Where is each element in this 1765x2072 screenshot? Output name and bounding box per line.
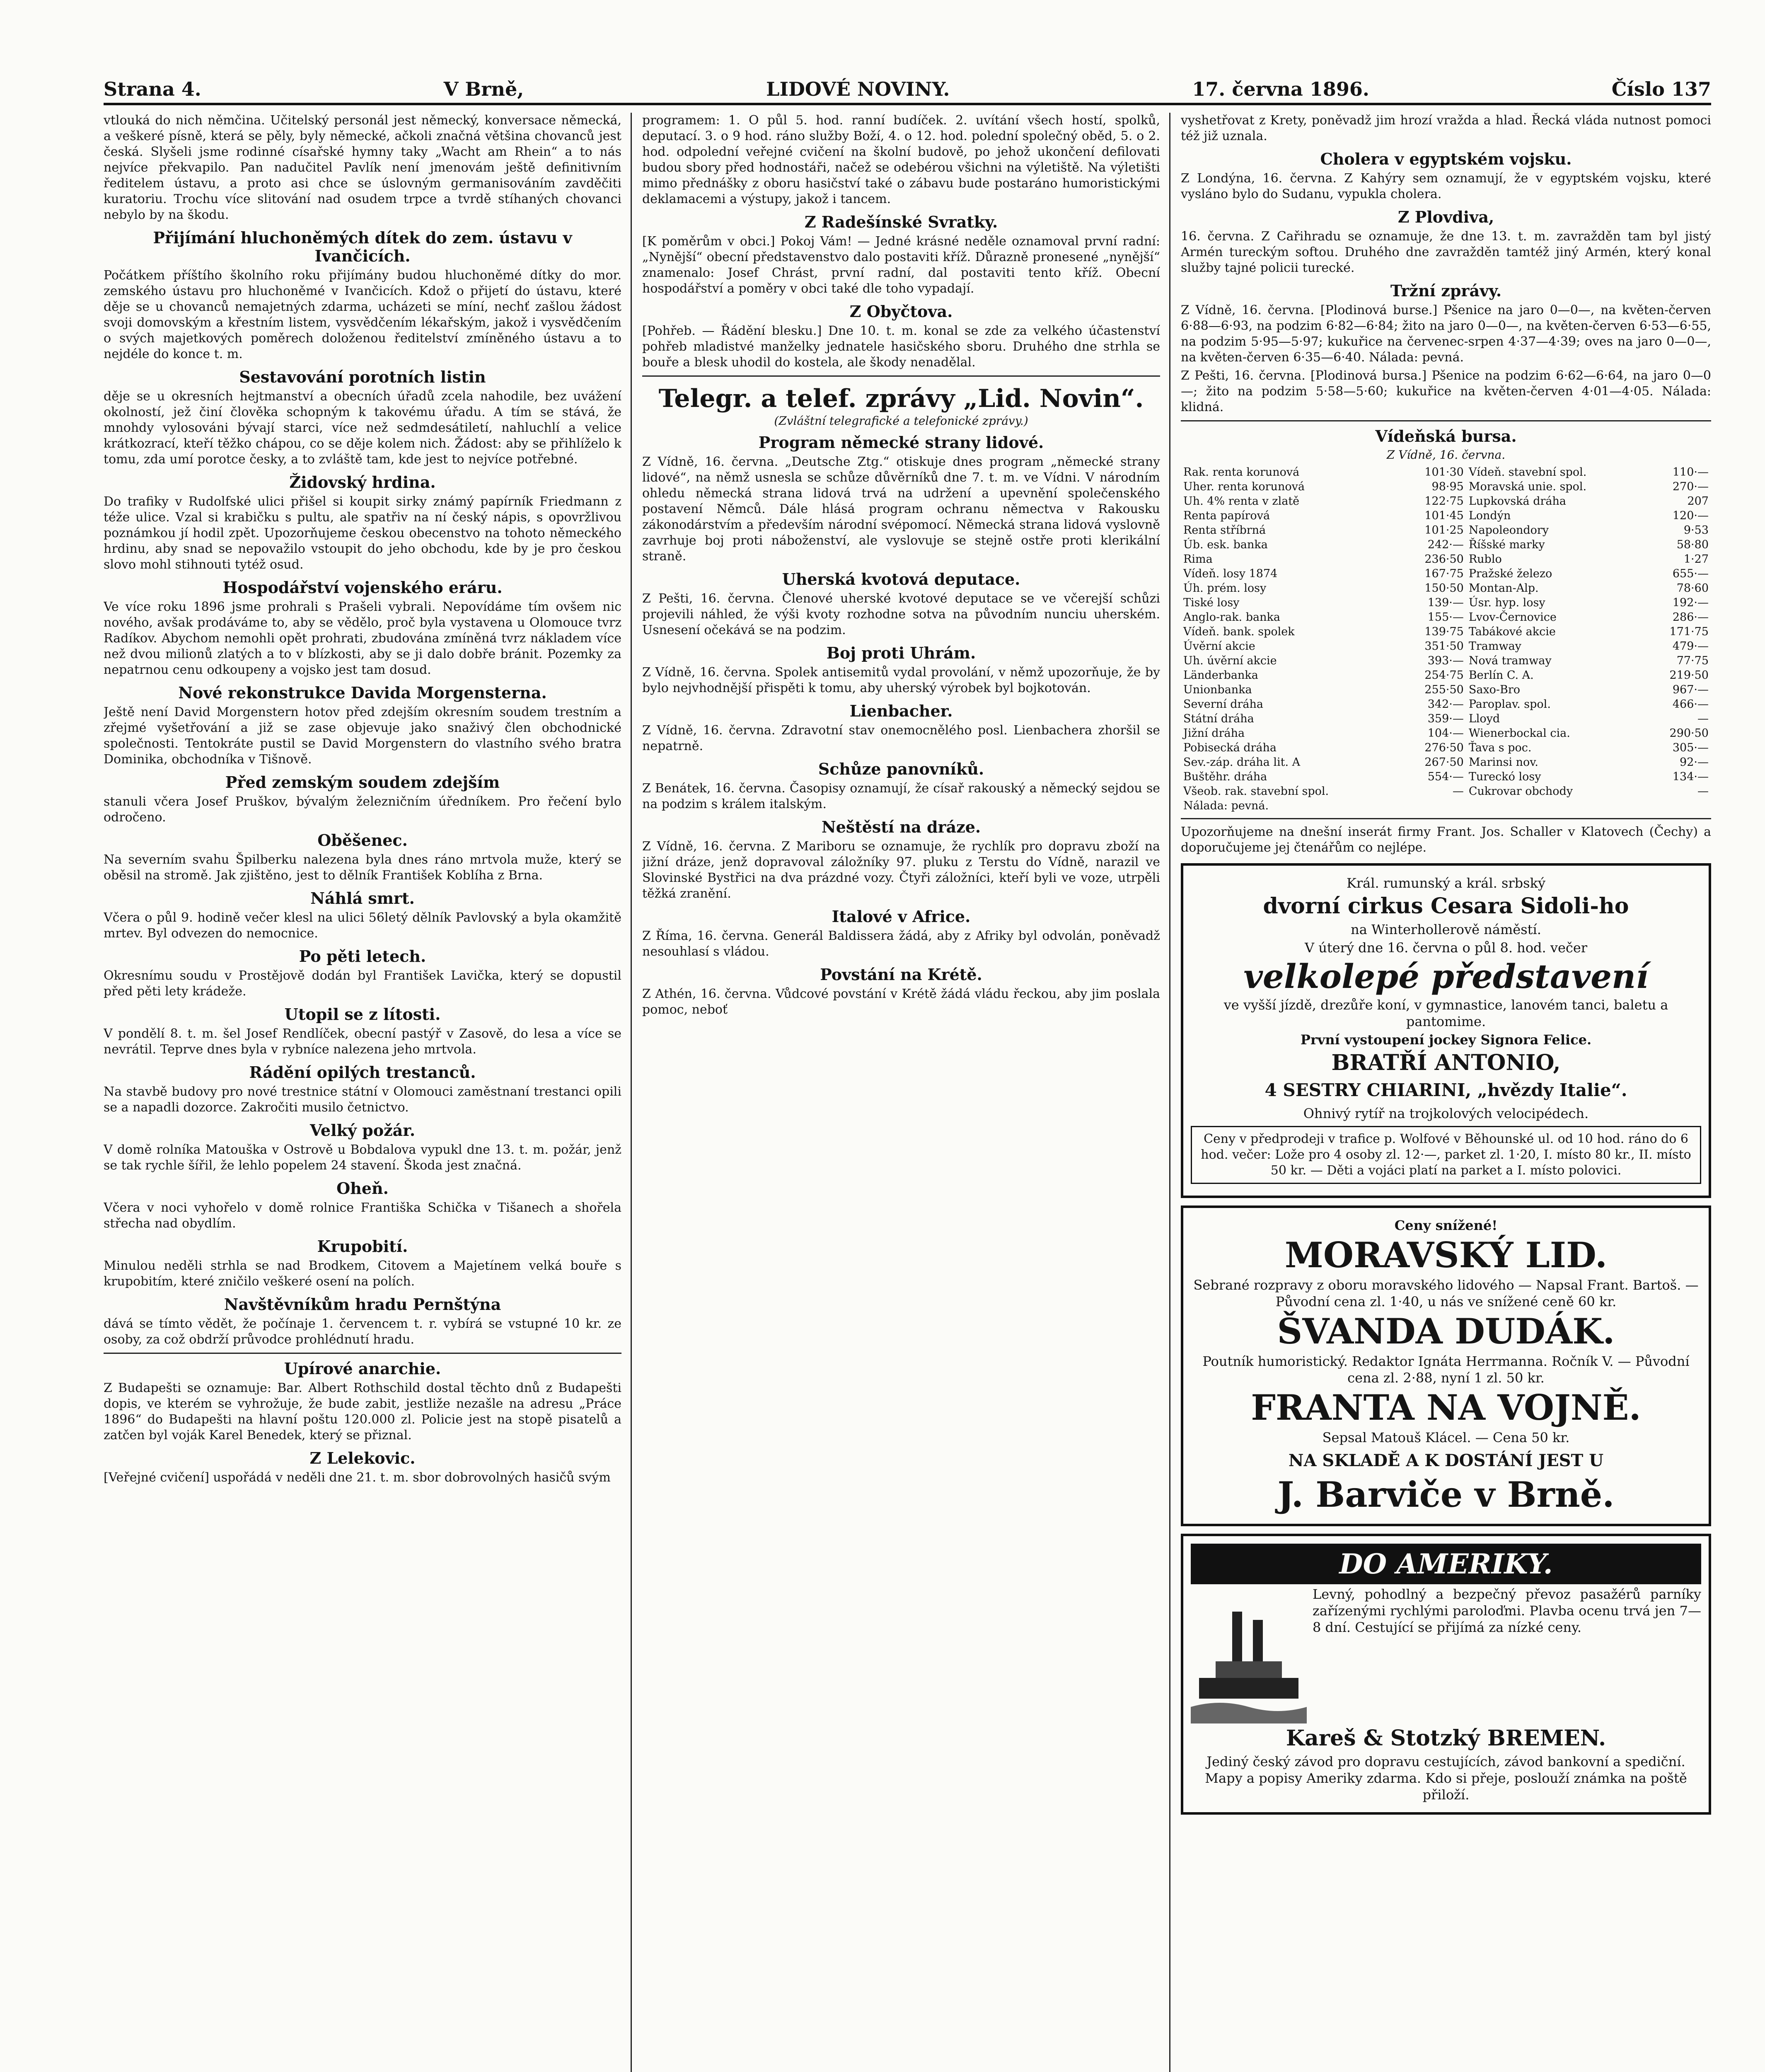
article-text: Z Vídně, 16. června. Zdravotní stav onemocnělého posl. Lienbachera zhoršil se nepatrně. xyxy=(642,723,1160,753)
ad-line: Levný, pohodlný a bezpečný převoz pasažérů parníky zařízenými rychlými paroloďmi. Plavba ocenu trvá jen 7—8 dní. Cestující se přijímá za nízké ceny. xyxy=(1313,1586,1701,1635)
steamship-icon xyxy=(1191,1587,1307,1723)
article-heading: Nové rekonstrukce Davida Morgensterna. xyxy=(178,683,547,702)
bourse-row xyxy=(1181,654,1711,668)
bourse-value: 967·— xyxy=(1672,683,1709,696)
column-1 xyxy=(104,113,621,2072)
bourse-value: 101·45 xyxy=(1424,509,1464,522)
bourse-item: Pražské železo xyxy=(1468,567,1552,580)
notice-text: Upozorňujeme na dnešní inserát firmy Frant. Jos. Schaller v Klatovech (Čechy) a doporučujeme jej čtenářům co nejlépe. xyxy=(1181,825,1711,855)
ad-price-note: Ceny snížené! xyxy=(1394,1218,1498,1233)
ad-line: NA SKLADĚ A K DOSTÁNÍ JEST U xyxy=(1288,1451,1604,1470)
ad-line: Ohnivý rytíř na trojkolových velocipédech. xyxy=(1303,1106,1589,1121)
article-text: vtlouká do nich němčina. Učitelský personál jest německý, konversace německá, a veškeré písně, která se pěly, byly německé, ačkoli značná většina chovanců jest česká. Slyšeli jsme rodinné císařské hymny taky „Wacht am Rhein“ a to nás nejvíce překvapilo. Pan nadučitel Pavlík není jmenovám ještě definitivním ředitelem ústavu, a proto asi chce se úslovným germanisováním zavděčiti kuratoriu. Trochu více slitování nad osudem trpce a tvrdě stíhaných chovanci nebylo by na škodu. xyxy=(104,113,621,222)
bourse-value: 655·— xyxy=(1672,567,1709,580)
article-text: Z Budapešti se oznamuje: Bar. Albert Rothschild dostal těchto dnů z Budapešti dopis, ve kterém se vyhrožuje, že bude zabit, jestliže nezašle na adresu „Práce 1896“ do Budapešti na hlavní poštu 120.000 zl. Policie jest na stopě pisatelů a zatčen byl voják Karel Benedek, který se přiznal. xyxy=(104,1381,621,1443)
ad-line: Jediný český závod pro dopravu cestujících, závod bankovní a spediční. Mapy a popisy Ameriky zdarma. Kdo si přeje, poslouží známka na poště přiloží. xyxy=(1205,1754,1687,1803)
bourse-item: Tramway xyxy=(1468,640,1521,653)
article-text: Minulou neděli strhla se nad Brodkem, Citovem a Majetínem velká bouře s krupobitím, které zničilo veškeré osení na polích. xyxy=(104,1259,621,1289)
bourse-row xyxy=(1181,784,1711,799)
bourse-value: 104·— xyxy=(1427,727,1464,740)
bourse-value: 9·53 xyxy=(1683,524,1709,537)
bourse-row xyxy=(1181,770,1711,784)
bourse-item: Rak. renta korunová xyxy=(1183,466,1300,479)
divider xyxy=(1181,420,1711,421)
ad-banner: DO AMERIKY. xyxy=(1191,1544,1701,1584)
article-text: [Pohřeb. — Řádění blesku.] Dne 10. t. m. konal se zde za velkého účastenství pohřeb mladistvé manželky jednatele hasičského sboru. Druhého dne strhla se bouře a blesk uhodil do kostela, ale škody nenadělal. xyxy=(642,324,1160,370)
bourse-row xyxy=(1181,508,1711,523)
article-text: Ještě není David Morgenstern hotov před zdejším okresním soudem trestním a zřejmé vyšetřování a již se zase objevuje jako snaživý člen obchodnické společnosti. Tentokráte pustil se David Morgenstern do vlastního svého bratra Dominika, obchodníka v Tišnově. xyxy=(104,705,621,767)
bourse-row xyxy=(1181,494,1711,508)
article-heading: Z Obyčtova. xyxy=(849,302,953,321)
place: V Brně, xyxy=(443,78,524,100)
bourse-value: — xyxy=(1452,785,1464,798)
article-text: [Veřejné cvičení] uspořádá v neděli dne 21. t. m. sbor dobrovolných hasičů svým xyxy=(104,1470,611,1485)
column-3 xyxy=(1181,113,1711,2072)
bourse-value: 286·— xyxy=(1672,611,1709,624)
article-heading: Program německé strany lidové. xyxy=(758,433,1044,452)
bourse-row xyxy=(1181,566,1711,581)
bourse-value: — xyxy=(1697,785,1709,798)
bourse-item: Saxo-Bro xyxy=(1468,683,1521,696)
article-text: Do trafiky v Rudolfské ulici přišel si koupit sirky známý papírník Friedmann z téže ulice. Vzal si krabičku s pultu, ale spatřiv na ní český nápis, s opovržlivou poznámkou jí hodil zpět. Upozorňujeme českou obecenstvo na tohoto německého hrdinu, aby snad se nepovažilo vstoupit do jeho obchodu, kde by je pro českou slovo mohl stihnouti tytéž osud. xyxy=(104,494,621,572)
bourse-item: Berlín C. A. xyxy=(1468,669,1534,682)
bourse-row xyxy=(1181,479,1711,494)
article-heading: Z Lelekovic. xyxy=(309,1449,416,1467)
article-text: 16. června. Z Cařihradu se oznamuje, že dne 13. t. m. zavražděn tam byl jistý Armén tureckým softou. Druhého dne zavražděn tamtéž jiný Armén, který konal služby tajné policii turecké. xyxy=(1181,229,1711,275)
bourse-item: Wienerbockal cia. xyxy=(1468,727,1570,740)
bourse-item: Úb. esk. banka xyxy=(1183,538,1268,551)
ad-line: ve vyšší jízdě, drezůře koní, v gymnastice, lanovém tanci, baletu a pantomime. xyxy=(1223,997,1668,1029)
ad-title: FRANTA NA VOJNĚ. xyxy=(1251,1387,1641,1428)
article-text: Okresnímu soudu v Prostějově dodán byl František Lavička, který se dopustil před pěti lety krádeže. xyxy=(104,968,621,999)
ad-title: J. Barviče v Brně. xyxy=(1277,1474,1615,1515)
ad-title: dvorní cirkus Cesara Sidoli-ho xyxy=(1263,893,1629,919)
divider xyxy=(642,375,1160,377)
bourse-value: 254·75 xyxy=(1424,669,1464,682)
bourse-row xyxy=(1181,668,1711,683)
bourse-row xyxy=(1181,595,1711,610)
bourse-item: Ťava s poc. xyxy=(1468,741,1532,754)
bourse-row xyxy=(1181,552,1711,566)
article-text: Z Pešti, 16. června. [Plodinová bursa.] Pšenice na podzim 6·62—6·64, na jaro 0—0—; žito na podzim 5·58—5·60; kukuřice na květen-červen 4·01—4·05. Nálada: klidná. xyxy=(1181,368,1711,414)
bourse-value: 92·— xyxy=(1680,756,1709,769)
article-heading: Boj proti Uhrám. xyxy=(826,644,976,662)
bourse-value: 101·25 xyxy=(1424,524,1464,537)
article-heading: Velký požár. xyxy=(309,1121,416,1140)
bourse-value: 267·50 xyxy=(1424,756,1464,769)
bourse-value: 122·75 xyxy=(1424,495,1464,508)
bourse-value: 236·50 xyxy=(1424,553,1464,566)
article-heading: Židovský hrdina. xyxy=(289,473,436,491)
bourse-row xyxy=(1181,537,1711,552)
bourse-item: Londýn xyxy=(1468,509,1511,522)
ad-line: V úterý dne 16. června o půl 8. hod. večer xyxy=(1304,940,1588,956)
divider xyxy=(1181,818,1711,819)
ad-prices: Ceny v předprodeji v trafice p. Wolfové v Běhounské ul. od 10 hod. ráno do 6 hod. večer: Lože pro 4 osoby zl. 12·—, parket zl. 1·20, I. místo 80 kr., II. místo 50 kr. — Děti a vojáci platí na parket a I. místo polovici. xyxy=(1191,1126,1701,1184)
bourse-value: 110·— xyxy=(1672,466,1709,479)
bourse-item: Länderbanka xyxy=(1183,669,1258,682)
bourse-item: Státní dráha xyxy=(1183,712,1254,725)
issue-number: Číslo 137 xyxy=(1611,78,1711,100)
bourse-row xyxy=(1181,523,1711,537)
article-text: Z Vídně, 16. června. „Deutsche Ztg.“ otiskuje dnes program „německé strany lidové“, na němž usnesla se schůze důvěrníků dne 7. t. m. ve Vídni. V národním ohledu německá strana lidová trvá na udržení a upevnění společenského postavení Němců. Dále hlásá program ochranu němectva v Rakousku zákonodárstvím a především národní svépomocí. Německá strana lidová vyslovně zavrhuje boj proti náboženství, ale vyslovuje se stejně ostře proti klerikální straně. xyxy=(642,455,1160,564)
bourse-row xyxy=(1181,755,1711,770)
article-heading: Krupobití. xyxy=(317,1237,408,1256)
article-text: Z Vídně, 16. června. Z Mariboru se oznamuje, že rychlík pro dopravu zboží na jižní dráze, jenž dopravoval záložníky 97. pluku z Terstu do Vídně, narazil ve Slovinské Bystřici na dva prázdné vozy. Čtyři záložníci, kteří byli ve voze, utrpěli těžká zranění. xyxy=(642,839,1160,901)
bourse-item: Napoleondory xyxy=(1468,524,1549,537)
bourse-value: 270·— xyxy=(1672,480,1709,493)
column-2 xyxy=(642,113,1160,2072)
bourse-item: Montan-Alp. xyxy=(1468,582,1539,595)
bourse-value: 276·50 xyxy=(1424,741,1464,754)
bourse-value: 120·— xyxy=(1672,509,1709,522)
article-heading: Tržní zprávy. xyxy=(1390,281,1502,300)
article-text: V domě rolníka Matouška v Ostrově u Bobdalova vypukl dne 13. t. m. požár, jenž se tak rychle šířil, že lehlo popelem 24 stavení. Škoda jest značná. xyxy=(104,1143,621,1173)
bourse-item: Všeob. rak. stavební spol. xyxy=(1183,785,1329,798)
bourse-item: Renta papírová xyxy=(1183,509,1270,522)
article-heading: Z Plovdiva, xyxy=(1397,208,1494,226)
article-heading: Cholera v egyptském vojsku. xyxy=(1320,150,1572,168)
column-rule xyxy=(1169,113,1170,2072)
bourse-item: Paroplav. spol. xyxy=(1468,698,1551,711)
ad-title: MORAVSKÝ LID. xyxy=(1284,1234,1608,1276)
bourse-row xyxy=(1181,465,1711,479)
article-heading: Utopil se z lítosti. xyxy=(284,1005,441,1024)
bourse-value: 393·— xyxy=(1427,654,1464,667)
bourse-value: 155·— xyxy=(1427,611,1464,624)
bourse-value xyxy=(1402,799,1466,813)
bourse-item: Uh. úvěrní akcie xyxy=(1183,654,1277,667)
bourse-row xyxy=(1181,610,1711,625)
bourse-item: Uh. 4% renta v zlatě xyxy=(1183,495,1300,508)
issue-date: 17. června 1896. xyxy=(1192,78,1369,100)
article-heading: Náhlá smrt. xyxy=(310,889,415,908)
article-heading: Hospodářství vojenského eráru. xyxy=(222,578,503,597)
emigration-advertisement xyxy=(1181,1534,1711,1815)
bourse-value: 77·75 xyxy=(1676,654,1709,667)
bourse-value: 359·— xyxy=(1427,712,1464,725)
newspaper-title: LIDOVÉ NOVINY. xyxy=(766,78,950,100)
bourse-value: 192·— xyxy=(1672,596,1709,609)
bourse-value: 134·— xyxy=(1672,770,1709,783)
masthead xyxy=(104,75,1711,105)
bourse-value: 167·75 xyxy=(1424,567,1464,580)
bourse-item: Renta stříbrná xyxy=(1183,524,1266,537)
article-text: Na stavbě budovy pro nové trestnice státní v Olomouci zaměstnaní trestanci opili se a napadli dozorce. Zakročiti musilo četnictvo. xyxy=(104,1084,621,1115)
bourse-item: Vídeň. bank. spolek xyxy=(1183,625,1295,638)
column-rule xyxy=(631,113,632,2072)
bourse-value: 290·50 xyxy=(1669,727,1709,740)
bourse-value: 101·30 xyxy=(1424,466,1464,479)
bourse-value: 78·60 xyxy=(1676,582,1709,595)
bourse-row xyxy=(1181,683,1711,697)
bourse-value: 255·50 xyxy=(1424,683,1464,696)
bourse-value: 466·— xyxy=(1672,698,1709,711)
bourse-item: Sev.-záp. dráha lit. A xyxy=(1183,756,1301,769)
bourse-row xyxy=(1181,625,1711,639)
bourse-value: 171·75 xyxy=(1669,625,1709,638)
bourse-value xyxy=(1647,799,1711,813)
bourse-item: Úsr. hyp. losy xyxy=(1468,596,1545,609)
article-text: Počátkem příštího školního roku přijímány budou hluchoněmé dítky do mor. zemského ústavu pro hluchoněmé v Ivančicích. Kdož o přijetí do ústavu, které děje se u chovanců nemajetných zdarma, ucházeti se míní, nechť zašlou žádost svoji domovským a křestním listem, vysvědčením lékařským, jakož i vysvědčením o svých majetkových poměrech doloženou ředitelství zmíněného ústavu a to nejdéle do konce t. m. xyxy=(104,268,621,361)
bourse-value: 139·— xyxy=(1427,596,1464,609)
bourse-row xyxy=(1181,799,1711,813)
circus-advertisement xyxy=(1181,863,1711,1198)
article-text: vyshetřovat z Krety, poněvadž jim hrozí vražda a hlad. Řecká vláda nutnost pomoci též již uznala. xyxy=(1181,113,1711,143)
bourse-row xyxy=(1181,741,1711,755)
bourse-value: 242·— xyxy=(1427,538,1464,551)
article-text: děje se u okresních hejtmanství a obecních úřadů zcela nahodile, bez uvážení okolností, jež činí člověka schopným k takovému úřadu. A tím se stává, že mnohdy vylosováni bývají starci, více než sedmdesátiletí, nahluchlí a velice krátkozrací, kteří těžko chápou, co se děje kolem nich. Žádost: aby se přihlíželo k tomu, zda umí porotce česky, a to zvláště tam, kde jest to nejvíce potřebné. xyxy=(104,389,621,467)
article-heading: Sestavování porotních listin xyxy=(239,368,486,386)
bourse-item: Cukrovar obchody xyxy=(1468,785,1573,798)
ad-title: Kareš & Stotzký BREMEN. xyxy=(1286,1726,1606,1751)
article-heading: Oběšenec. xyxy=(317,831,408,850)
bourse-row xyxy=(1181,581,1711,595)
bourse-item: Tabákové akcie xyxy=(1468,625,1556,638)
ad-line: První vystoupení jockey Signora Felice. xyxy=(1300,1032,1592,1048)
article-heading: Před zemským soudem zdejším xyxy=(225,773,500,792)
bourse-table xyxy=(1181,465,1711,813)
bourse-item: Buštěhr. dráha xyxy=(1183,770,1267,783)
article-text: stanuli včera Josef Pruškov, bývalým železničním úředníkem. Pro řečení bylo odročeno. xyxy=(104,794,621,825)
article-text: [K poměrům v obci.] Pokoj Vám! — Jedné krásné neděle oznamoval první radní: „Nynější“ obecní představenstvo dalo postaviti kříž. Důrazně pronesené „nynější“ znamenalo: Josef Chrást, první radní, dal postaviti tento kříž. Obecní hospodářství a poměry v obci také dle toho vypadají. xyxy=(642,234,1160,296)
bourse-value: 342·— xyxy=(1427,698,1464,711)
article-text: Z Benátek, 16. června. Časopisy oznamují, že císař rakouský a německý sejdou se na podzim s králem italským. xyxy=(642,781,1160,811)
bourse-value: 479·— xyxy=(1672,640,1709,653)
ad-line: Poutník humoristický. Redaktor Ignáta Herrmanna. Ročník V. — Původní cena zl. 2·88, nyní 1 zl. 50 kr. xyxy=(1202,1353,1690,1386)
article-heading: Oheň. xyxy=(336,1179,389,1198)
bourse-value: 150·50 xyxy=(1424,582,1464,595)
bourse-row xyxy=(1181,639,1711,654)
article-heading: Přijímání hluchoněmých dítek do zem. ústavu v Ivančicích. xyxy=(153,228,572,265)
bourse-item: Lloyd xyxy=(1468,712,1500,725)
article-text: programem: 1. O půl 5. hod. ranní budíček. 2. uvítání všech hostí, spolků, deputací. 3. o 9 hod. ráno služby Boží, 4. o 12. hod. polední společný oběd, 5. o 2. hod. odpolední veřejné cvičení na školní budově, po jehož ukončení defilovati budou sbory před hodnostáři, načež se odebérou všichni na výletiště. Na výletišti mimo přednášky z oboru hasičství také o zábavu bude postaráno humoristickými deklamacemi a výstupy, jakož i tancem. xyxy=(642,113,1160,206)
article-heading: Upírové anarchie. xyxy=(284,1359,441,1378)
ad-line: Sepsal Matouš Klácel. — Cena 50 kr. xyxy=(1322,1430,1570,1445)
bourse-item: Rublo xyxy=(1468,553,1502,566)
bourse-item xyxy=(1466,799,1647,813)
bourse-item: Tiské losy xyxy=(1183,596,1240,609)
article-text: dává se tímto vědět, že počínaje 1. červencem t. r. vybírá se vstupné 10 kr. ze osoby, za což obdrží průvodce prohlédnutí hradu. xyxy=(104,1317,621,1347)
bourse-value: 305·— xyxy=(1672,741,1709,754)
article-heading: Po pěti letech. xyxy=(299,947,426,966)
bourse-item: Lupkovská dráha xyxy=(1468,495,1566,508)
article-heading: Schůze panovníků. xyxy=(818,760,984,778)
article-text: Z Athén, 16. června. Vůdcové povstání v Krétě žádá vládu řeckou, aby jim poslala pomoc, neboť xyxy=(642,987,1160,1017)
bourse-item: Nálada: pevná. xyxy=(1183,799,1269,812)
article-text: Z Vídně, 16. června. [Plodinová burse.] Pšenice na jaro 0—0—, na květen-červen 6·88—6·93, na podzim 6·82—6·84; žito na jaro 0—0—, na květen-červen 6·53—6·55, na podzim 5·95—5·97; kukuřice na červenec-srpen 4·37—4·39; oves na jaro 0—0—, na květen-červen 6·35—6·40. Nálada: pevná. xyxy=(1181,303,1711,365)
bourse-value: 554·— xyxy=(1427,770,1464,783)
article-text: Z Vídně, 16. června. Spolek antisemitů vydal provolání, v němž upozorňuje, že by bylo nejvhodnější přispěti k tomu, aby uherský výrobek byl bojkotován. xyxy=(642,665,1160,695)
article-text: Včera v noci vyhořelo v domě rolnice Františka Schička v Tišanech a shořela střecha nad obydlím. xyxy=(104,1201,621,1231)
article-heading: Uherská kvotová deputace. xyxy=(782,570,1020,588)
bourse-item: Úvěrní akcie xyxy=(1183,640,1255,653)
bourse-item: Říšské marky xyxy=(1468,538,1545,551)
bourse-row xyxy=(1181,697,1711,712)
divider xyxy=(104,1353,621,1354)
bourse-item: Úh. prém. losy xyxy=(1183,582,1267,595)
article-heading: Povstání na Krétě. xyxy=(820,965,982,984)
article-heading: Navštěvníkům hradu Pernštýna xyxy=(224,1295,501,1314)
ad-show-title: velkolepé představení xyxy=(1243,957,1649,996)
books-advertisement xyxy=(1181,1205,1711,1526)
bourse-item: Moravská unie. spol. xyxy=(1468,480,1587,493)
ad-line: Sebrané rozpravy z oboru moravského lidového — Napsal Frant. Bartoš. — Původní cena zl. 1·40, u nás ve snížené ceně 60 kr. xyxy=(1193,1277,1699,1310)
bourse-item: Unionbanka xyxy=(1183,683,1252,696)
ad-line: na Winterhollerově náměstí. xyxy=(1351,922,1541,937)
bourse-value: 207 xyxy=(1687,495,1709,508)
bourse-value: 58·80 xyxy=(1676,538,1709,551)
bourse-value: 98·95 xyxy=(1431,480,1464,493)
bourse-item: Marinsi nov. xyxy=(1468,756,1538,769)
page-number: Strana 4. xyxy=(104,78,201,100)
bourse-item: Tureckó losy xyxy=(1468,770,1541,783)
bourse-item: Nová tramway xyxy=(1468,654,1552,667)
ad-line: Král. rumunský a král. srbský xyxy=(1346,875,1546,891)
article-heading: Lienbacher. xyxy=(849,702,953,720)
bourse-item: Pobisecká dráha xyxy=(1183,741,1277,754)
ad-line: BRATŘÍ ANTONIO, xyxy=(1331,1050,1561,1075)
article-text: Z Říma, 16. června. Generál Baldissera žádá, aby z Afriky byl odvolán, poněvadž nesouhlasí s vládou. xyxy=(642,929,1160,959)
bourse-row xyxy=(1181,726,1711,741)
bourse-subtitle: Z Vídně, 16. června. xyxy=(1386,448,1506,462)
bourse-heading: Vídeňská bursa. xyxy=(1375,427,1517,445)
bourse-item: Vídeň. losy 1874 xyxy=(1183,567,1278,580)
article-text: Na severním svahu Špilberku nalezena byla dnes ráno mrtvola muže, který se oběsil na stromě. Jak zjištěno, jest to dělník František Koblíha z Brna. xyxy=(104,852,621,883)
section-subtitle: (Zvláštní telegrafické a telefonické zprávy.) xyxy=(774,414,1028,428)
newspaper-page xyxy=(104,75,1711,2072)
article-text: Ve více roku 1896 jsme prohrali s Prašeli vybrali. Nepovídáme tím ovšem nic nového, avšak prodáváme to, aby se vědělo, proč byla vystavena u Olomouce tvrz Radíkov. Abychom nemohli opět prohrati, zbudována zmíněná tvrz nákladem více než dvou milionů zlatých a to v blízkosti, aby se ji dalo dobře bránit. Pozemky za nepatrnou cenu odkoupeny a vojsko jest tam dosud. xyxy=(104,600,621,677)
bourse-row xyxy=(1181,712,1711,726)
bourse-value: 219·50 xyxy=(1669,669,1709,682)
article-heading: Italové v Africe. xyxy=(832,907,971,926)
article-text: Z Londýna, 16. června. Z Kahýry sem oznamují, že v egyptském vojsku, které vysláno bylo do Sudanu, vypukla cholera. xyxy=(1181,171,1711,201)
article-heading: Neštěstí na dráze. xyxy=(821,818,981,836)
bourse-value: — xyxy=(1697,712,1709,725)
bourse-item: Severní dráha xyxy=(1183,698,1263,711)
bourse-item: Vídeň. stavební spol. xyxy=(1468,466,1587,479)
article-text: V pondělí 8. t. m. šel Josef Rendlíček, obecní pastýř v Zasově, do lesa a více se nevrátil. Teprve dnes byla v rybníce nalezena jeho mrtvola. xyxy=(104,1026,621,1057)
bourse-value: 1·27 xyxy=(1683,553,1709,566)
article-heading: Rádění opilých trestanců. xyxy=(249,1063,476,1082)
bourse-item: Lvov-Černovice xyxy=(1468,611,1557,624)
section-title: Telegr. a telef. zprávy „Lid. Novin“. xyxy=(658,384,1144,413)
ad-title: ŠVANDA DUDÁK. xyxy=(1277,1311,1615,1352)
bourse-item: Uher. renta korunová xyxy=(1183,480,1305,493)
article-heading: Z Radešínské Svratky. xyxy=(804,213,998,231)
article-text: Z Pešti, 16. června. Členové uherské kvotové deputace se ve včerejší schůzi projevili náhled, že výši kvoty rozhodne sotva na původním nunciu uherském. Usnesení očekává se na podzim. xyxy=(642,591,1160,637)
article-text: Včera o půl 9. hodině večer klesl na ulici 56letý dělník Pavlovský a byla okamžitě mrtev. Byl odvezen do nemocnice. xyxy=(104,910,621,941)
bourse-item: Rima xyxy=(1183,553,1213,566)
bourse-value: 139·75 xyxy=(1424,625,1464,638)
bourse-item: Anglo-rak. banka xyxy=(1183,611,1280,624)
bourse-item: Jižní dráha xyxy=(1183,727,1245,740)
bourse-value: 351·50 xyxy=(1424,640,1464,653)
ad-line: 4 SESTRY CHIARINI, „hvězdy Italie“. xyxy=(1265,1080,1627,1100)
